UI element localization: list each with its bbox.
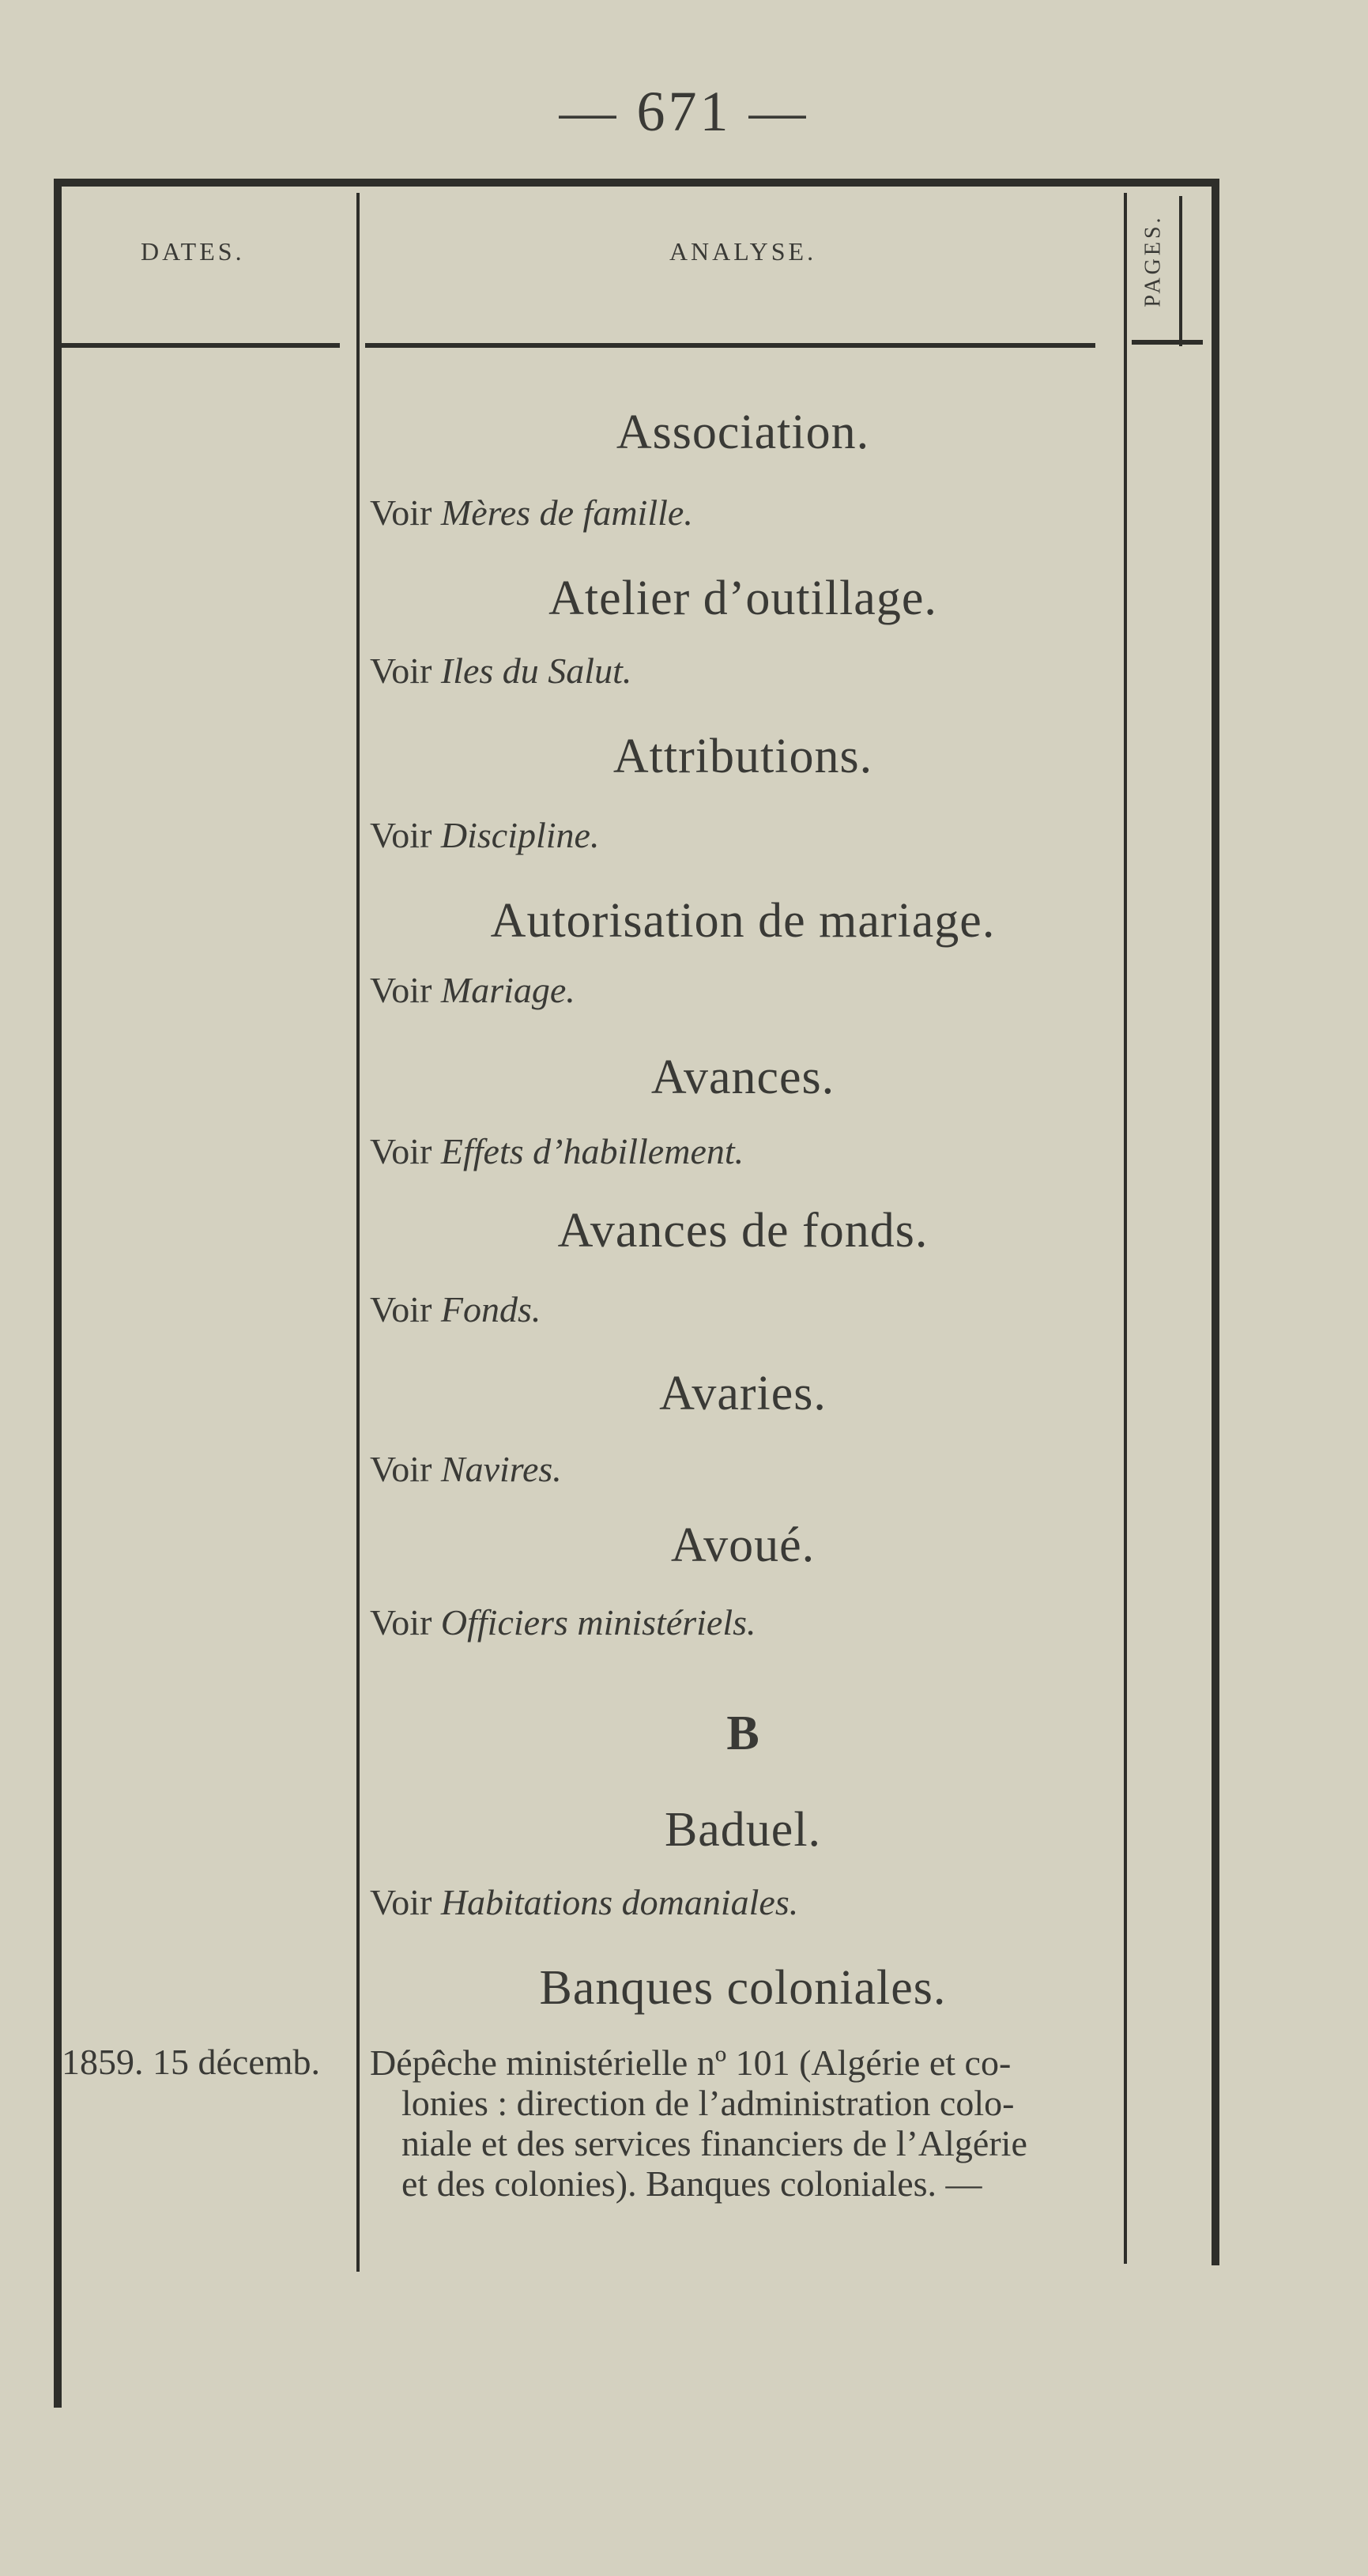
header-underline-pages	[1132, 340, 1203, 345]
section-heading: Avaries.	[659, 1367, 827, 1420]
cross-reference: Voir Navires.	[370, 1449, 562, 1489]
header-underline-analyse	[365, 343, 1095, 348]
section-heading: Baduel.	[664, 1803, 822, 1857]
cross-reference: Voir Habitations domaniales.	[370, 1882, 799, 1922]
section-heading: Autorisation de mariage.	[490, 894, 996, 948]
reference-target: Officiers ministériels.	[440, 1602, 756, 1643]
entry-date: 1859. 15 décemb.	[62, 2042, 321, 2082]
entry-line: et des colonies). Banques coloniales. —	[401, 2163, 982, 2204]
section-heading: Atelier d’outillage.	[548, 571, 937, 625]
entry-line: Dépêche ministérielle nº 101 (Algérie et co-	[370, 2042, 1012, 2083]
pages-header: PAGES.	[1141, 214, 1166, 307]
reference-target: Effets d’habillement.	[440, 1131, 744, 1171]
section-heading: Attributions.	[612, 730, 873, 783]
section-heading: Association.	[616, 405, 870, 459]
reference-target: Mères de famille.	[440, 492, 693, 533]
table-left-border	[54, 179, 62, 2408]
entry-line: lonies : direction de l’administration colo-	[401, 2083, 1015, 2123]
cross-reference: Voir Fonds.	[370, 1289, 541, 1329]
section-heading: Avances.	[650, 1050, 835, 1104]
table-right-border	[1212, 179, 1219, 2265]
section-heading: Banques coloniales.	[539, 1961, 947, 2015]
cross-reference: Voir Mères de famille.	[370, 492, 693, 533]
analyse-header: ANALYSE.	[669, 237, 817, 266]
cross-reference: Voir Effets d’habillement.	[370, 1131, 744, 1171]
entry-text	[370, 2042, 1121, 2204]
section-heading: Avances de fonds.	[557, 1204, 929, 1258]
cross-reference: Voir Iles du Salut.	[370, 651, 632, 691]
reference-target: Iles du Salut.	[440, 651, 632, 691]
reference-target: Navires.	[440, 1449, 562, 1489]
reference-target: Mariage.	[440, 970, 575, 1010]
cross-reference: Voir Officiers ministériels.	[370, 1602, 756, 1643]
reference-target: Habitations domaniales.	[440, 1882, 799, 1922]
cross-reference: Voir Mariage.	[370, 970, 575, 1010]
reference-target: Fonds.	[440, 1289, 541, 1329]
table-top-rule	[54, 179, 1219, 187]
cross-reference: Voir Discipline.	[370, 815, 600, 855]
entry-line: niale et des services financiers de l’Algérie	[401, 2123, 1027, 2163]
reference-target: Discipline.	[440, 815, 600, 855]
header-underline-dates	[62, 343, 340, 348]
letter-heading: B	[726, 1707, 759, 1760]
dates-header: DATES.	[141, 237, 245, 266]
page-number: — 671 —	[559, 80, 809, 143]
section-heading: Avoué.	[670, 1518, 816, 1572]
